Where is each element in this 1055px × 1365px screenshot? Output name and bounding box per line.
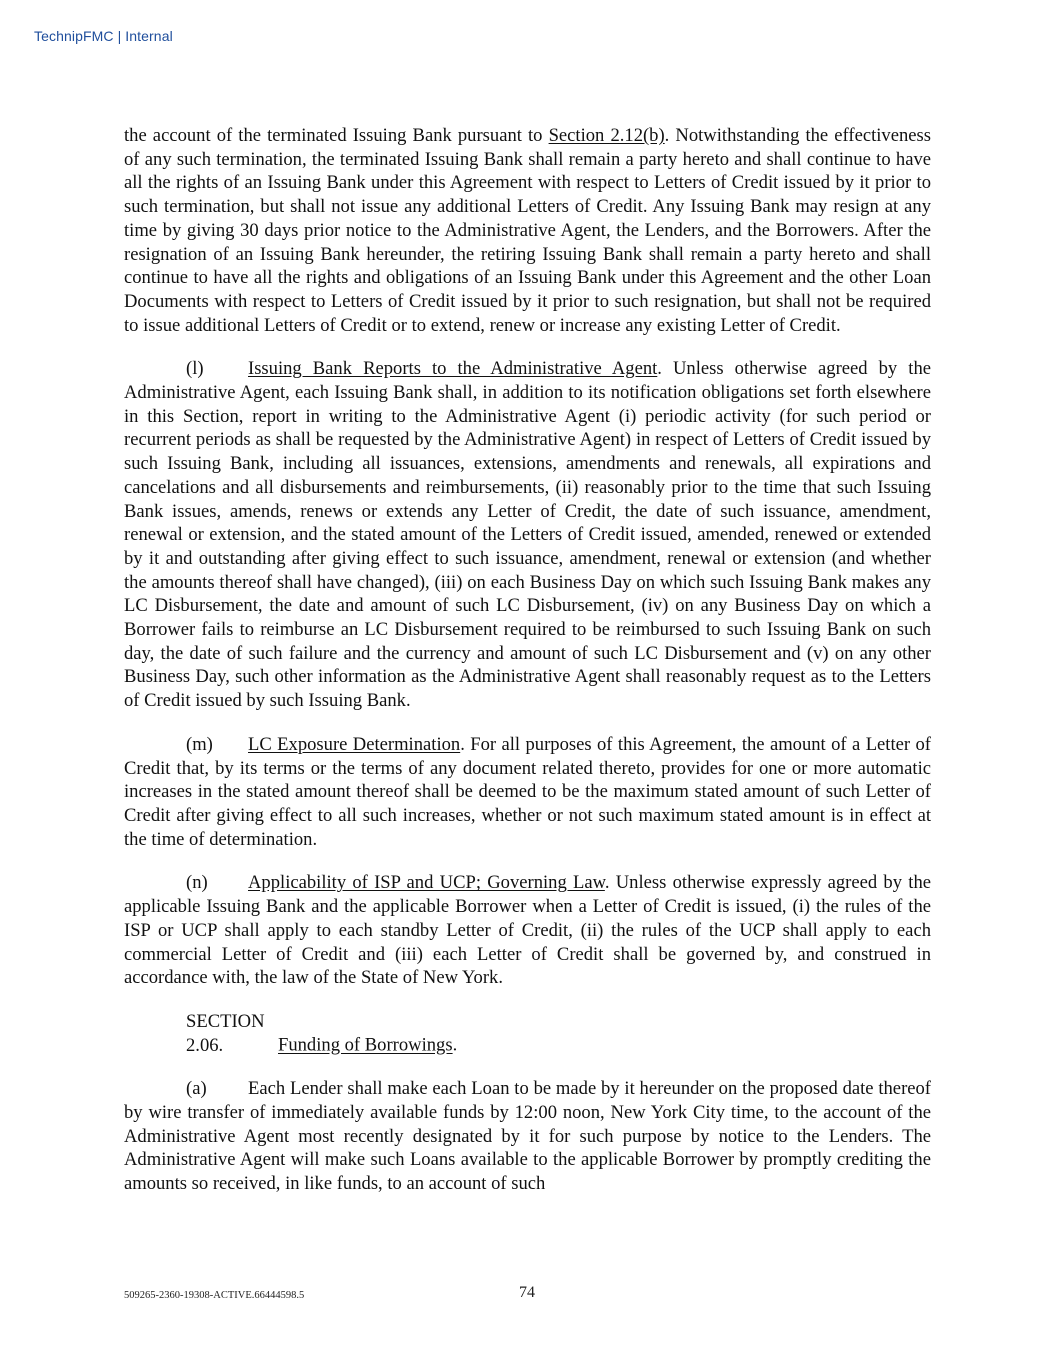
clause-label: (n) [186,872,208,894]
clause-label: (m) [186,733,213,755]
paragraph-text: . Notwithstanding the effectiveness of any such termination, the terminated Issuing Bank shall remain a party hereto and shall continue to have all the rights of an Issuing Bank under this Agreement with respect to Letters of Credit issued by it prior to such termination, but shall not issue any additional Letters of Credit. Any Issuing Bank may resign at any time by giving 30 days prior notice to the Administrative Agent, the Lenders, and the Borrowers. After the resignation of an Issuing Bank hereunder, the retiring Issuing Bank shall remain a party hereto and shall continue to have all the rights and obligations of an Issuing Bank under this Agreement and the other Loan Documents with respect to Letters of Credit issued by it prior to such resignation, but shall not be required to issue additional Letters of Credit or to extend, renew or increase any existing Letter of Credit. [124,125,931,336]
document-id: 509265-2360-19308-ACTIVE.66444598.5 [124,1290,305,1301]
clause-body: . Unless otherwise expressly agreed by the applicable Issuing Bank and the applicable Borrower when a Letter of Credit is issued, (i) the rules of the ISP or UCP shall apply to each standby Letter of Credit, (ii) the rules of the UCP shall apply to each commercial Letter of Credit and (iii) each Letter of Credit shall be governed by, and construed in accordance with, the law of the State of New York. [124,872,931,989]
section-reference-link: Section 2.12(b) [548,125,665,146]
clause-heading: LC Exposure Determination [248,733,461,755]
clause-label: (a) [186,1078,207,1100]
classification-label: TechnipFMC | Internal [34,28,173,44]
paragraph-l [124,357,931,713]
clause-body: . Unless otherwise agreed by the Administrative Agent, each Issuing Bank shall, in addition to its notification obligations set forth elsewhere in this Section, report in writing to the Administrative Agent (i) periodic activity (for such period or recurrent periods as shall be requested by the Administrative Agent) in respect of Letters of Credit issued by such Issuing Bank, including all issuances, extensions, amendments and renewals, all expirations and cancelations and all disbursements and reimbursements, (ii) reasonably prior to the time that such Issuing Bank issues, amends, renews or extends any Letter of Credit, the date of such issuance, amendment, renewal or extension, and the stated amount of the Letters of Credit issued, amended, renewed or extended by it and outstanding after giving effect to such issuance, amendment, renewal or extension (and whether the amounts thereof shall have changed), (iii) on each Business Day on which such Issuing Bank makes any LC Disbursement, the date and amount of such LC Disbursement, (iv) on any Business Day on which a Borrower fails to reimburse an LC Disbursement required to be reimbursed to such Issuing Bank on such day, the date of such failure and the currency and amount of such LC Disbursement and (v) on any other Business Day, such other information as the Administrative Agent shall reasonably request as to the Letters of Credit issued by such Issuing Bank. [124,358,932,712]
clause-heading: Issuing Bank Reports to the Administrative Agent [248,358,658,380]
section-heading [124,1010,931,1057]
clause-body: Each Lender shall make each Loan to be made by it hereunder on the proposed date thereof by wire transfer of immediately available funds by 12:00 noon, New York City time, to the account of the Administrative Agent most recently designated by it for such purpose by notice to the Lenders. The Administrative Agent will make such Loans available to the applicable Borrower by promptly crediting the amounts so received, in like funds, to an account of such [124,1078,931,1195]
document-body [124,124,931,1216]
clause-heading: Applicability of ISP and UCP; Governing Law [248,872,605,894]
section-title: Funding of Borrowings [278,1034,453,1056]
paragraph-a [124,1077,931,1196]
paragraph-k-continuation [124,124,931,337]
page-number: 74 [519,1284,535,1301]
clause-body: . For all purposes of this Agreement, the amount of a Letter of Credit that, by its terms or the terms of any document related thereto, provides for one or more automatic increases in the stated amount thereof shall be deemed to be the maximum stated amount of such Letter of Credit after giving effect to all such increases, whether or not such maximum stated amount is in effect at the time of determination. [124,733,931,850]
paragraph-n [124,871,931,990]
section-title-suffix: . [452,1034,458,1056]
clause-label: (l) [186,358,204,380]
paragraph-text: the account of the terminated Issuing Bank pursuant to [124,125,549,146]
paragraph-m [124,733,931,852]
section-number: SECTION 2.06. [186,1010,265,1056]
